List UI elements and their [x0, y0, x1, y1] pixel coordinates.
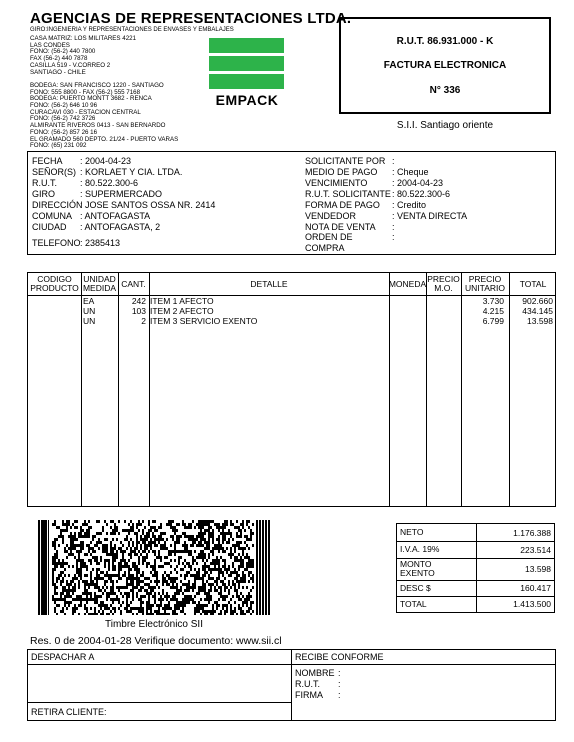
company-address-line: FONO: (65) 231 092: [30, 142, 87, 150]
customer-field-label: FECHA: [32, 156, 63, 166]
totals-row: [397, 541, 554, 559]
header-precio-mo: PRECIO M.O.: [427, 274, 460, 293]
company-address-line: EL GRAMADO 560 DEPTO. 21/24 - PUERTO VARAS: [30, 135, 179, 143]
totals-value: 1.413.500: [513, 599, 551, 609]
company-giro: GIRO:INGENIERIA Y REPRESENTACIONES DE ENVASES Y EMBALAJES: [30, 27, 234, 33]
row-cantidad: 103: [131, 306, 146, 316]
customer-field-label: DIRECCIÓN: [32, 200, 83, 210]
customer-field-label: CIUDAD: [32, 222, 67, 232]
header-codigo-producto: CODIGO PRODUCTO: [30, 274, 79, 293]
firma-colon: :: [338, 690, 341, 700]
row-total: 902.660: [522, 296, 553, 306]
company-address-line: BODEGA: PUERTO MONTT 3682 - RENCA: [30, 95, 152, 103]
company-address-line: CASILLA 519 - V.CORREO 2: [30, 61, 111, 69]
document-type: FACTURA ELECTRONICA: [383, 60, 507, 71]
company-address-line: FONO: (56-2) 857 26 16: [30, 128, 98, 136]
customer-field-label: ORDEN DE: [305, 232, 353, 242]
row-detalle: ITEM 3 SERVICIO EXENTO: [150, 316, 258, 326]
delivery-box: [27, 649, 556, 721]
company-address-line: LAS CONDES: [30, 41, 70, 49]
customer-field-value: :: [392, 232, 395, 242]
customer-field-value: : 80.522.300-6: [392, 189, 451, 199]
customer-field-value: : Credito: [392, 200, 427, 210]
company-address-line: CASA MATRIZ: LOS MILITARES 4221: [30, 35, 137, 42]
customer-field-label: TELEFONO: [32, 238, 81, 248]
company-name: AGENCIAS DE REPRESENTACIONES LTDA.: [30, 10, 352, 27]
customer-field-label: FORMA DE PAGO: [305, 200, 380, 210]
customer-field-label: VENDEDOR: [305, 211, 357, 221]
totals-box: [396, 523, 555, 613]
customer-field-label: R.U.T.: [32, 178, 58, 188]
totals-value: 223.514: [520, 544, 551, 555]
totals-label: TOTAL: [400, 599, 427, 609]
customer-field-label: VENCIMIENTO: [305, 178, 368, 188]
company-address-line: FONO: (56-2) 440 7800: [30, 48, 96, 56]
table-header-divider: [28, 295, 555, 296]
company-logo: EMPACK: [215, 92, 279, 108]
header-moneda: MONEDA: [388, 278, 427, 289]
row-cantidad: 2: [141, 316, 146, 326]
column-divider: [118, 273, 119, 506]
customer-field-value: : Cheque: [392, 167, 429, 177]
invoice-number: N° 336: [429, 85, 461, 96]
customer-field-value: : 80.522.300-6: [80, 178, 139, 188]
row-unidad: EA: [83, 296, 95, 306]
column-divider: [461, 273, 462, 506]
company-address-line: SANTIAGO - CHILE: [30, 68, 86, 76]
customer-field-label: R.U.T. SOLICITANTE: [305, 189, 391, 199]
delivery-column-divider: [291, 650, 292, 720]
customer-field-label: GIRO: [32, 189, 56, 199]
customer-field-label: COMUNA: [32, 211, 72, 221]
nombre-label: NOMBRE: [295, 668, 335, 678]
column-divider: [426, 273, 427, 506]
customer-field-value: :: [392, 222, 395, 232]
column-divider: [389, 273, 390, 506]
row-detalle: ITEM 1 AFECTO: [150, 296, 214, 306]
row-total: 13.598: [527, 316, 553, 326]
invoice-id-box: [339, 17, 551, 114]
totals-value: 1.176.388: [513, 527, 551, 538]
customer-field-value: : KORLAET Y CIA. LTDA.: [80, 167, 183, 177]
row-detalle: ITEM 2 AFECTO: [150, 306, 214, 316]
logo-green-bar: [209, 38, 284, 53]
customer-field-value: : VENTA DIRECTA: [392, 211, 468, 221]
recibe-conforme-label: RECIBE CONFORME: [295, 652, 384, 662]
totals-row: [397, 524, 554, 542]
retira-divider: [28, 702, 291, 703]
customer-field-label: COMPRA: [305, 243, 345, 253]
customer-field-value: : ANTOFAGASTA, 2: [80, 222, 161, 232]
customer-field-value: : 2385413: [80, 238, 121, 248]
row-precio-unitario: 3.730: [482, 296, 504, 306]
header-cantidad: CANT.: [121, 278, 146, 289]
customer-field-value: : SUPERMERCADO: [80, 189, 163, 199]
customer-field-label: NOTA DE VENTA: [305, 222, 376, 232]
totals-label: I.V.A. 19%: [400, 544, 440, 554]
nombre-colon: :: [338, 668, 341, 678]
issuer-rut: R.U.T. 86.931.000 - K: [396, 36, 494, 47]
firma-label: FIRMA: [295, 690, 323, 700]
row-precio-unitario: 4.215: [482, 306, 504, 316]
customer-field-value: :: [392, 156, 395, 166]
customer-field-value: : 2004-04-23: [80, 156, 132, 166]
company-address-line: FAX (56-2) 440 7878: [30, 55, 88, 63]
totals-value: 160.417: [520, 583, 551, 593]
header-unidad-medida: UNIDAD MEDIDA: [82, 274, 117, 293]
customer-field-value: : 2004-04-23: [392, 178, 444, 188]
company-address-line: FONO: (56-2) 646 10 96: [30, 102, 98, 109]
column-divider: [509, 273, 510, 506]
header-precio-unitario: PRECIO UNITARIO: [465, 274, 505, 293]
rut-label: R.U.T.: [295, 679, 321, 689]
logo-green-bar: [209, 56, 284, 71]
timbre-caption: Timbre Electrónico SII: [105, 619, 203, 630]
rut-colon: :: [338, 679, 341, 689]
company-address-line: CURACAVI 030 - ESTACION CENTRAL: [30, 108, 141, 116]
despachar-a-label: DESPACHAR A: [31, 652, 95, 662]
totals-label: NETO: [400, 527, 424, 537]
row-precio-unitario: 6.799: [482, 316, 504, 326]
customer-field-label: SOLICITANTE POR: [305, 156, 386, 166]
logo-green-bar: [209, 74, 284, 89]
totals-value: 13.598: [525, 564, 551, 574]
sii-resolution-note: Res. 0 de 2004-01-28 Verifique documento: www.sii.cl: [30, 635, 282, 647]
row-cantidad: 242: [131, 296, 146, 306]
customer-field-label: MEDIO DE PAGO: [305, 167, 378, 177]
totals-row: [397, 580, 554, 597]
company-address-line: BODEGA: SAN FRANCISCO 1220 - SANTIAGO: [30, 81, 164, 89]
header-detalle: DETALLE: [250, 278, 288, 289]
sii-office: S.I.I. Santiago oriente: [396, 120, 494, 131]
totals-row: [397, 558, 554, 581]
pdf417-barcode-icon: [38, 520, 270, 615]
column-divider: [81, 273, 82, 506]
totals-label: MONTO EXENTO: [400, 559, 435, 578]
header-total: TOTAL: [519, 278, 547, 289]
timbre-electronico-barcode: [38, 520, 270, 615]
row-unidad: UN: [83, 306, 96, 316]
customer-field-label: SEÑOR(S): [32, 167, 77, 177]
customer-field-value: : ANTOFAGASTA: [80, 211, 151, 221]
retira-cliente-label: RETIRA CLIENTE:: [31, 707, 107, 717]
company-address-line: FONO: 555 8800 - FAX (56-2) 555 7168: [30, 88, 141, 96]
company-address-line: ALMIRANTE RIVEROS 0413 - SAN BERNARDO: [30, 122, 166, 130]
customer-field-value: : JOSE SANTOS OSSA NR. 2414: [80, 200, 216, 210]
totals-row: [397, 596, 554, 612]
row-unidad: UN: [83, 316, 96, 326]
detail-table: [27, 272, 556, 507]
totals-label: DESC $: [400, 583, 431, 593]
customer-info-box: [27, 151, 556, 255]
company-address-line: FONO: (56-2) 742 3726: [30, 115, 96, 123]
row-total: 434.145: [522, 306, 553, 316]
